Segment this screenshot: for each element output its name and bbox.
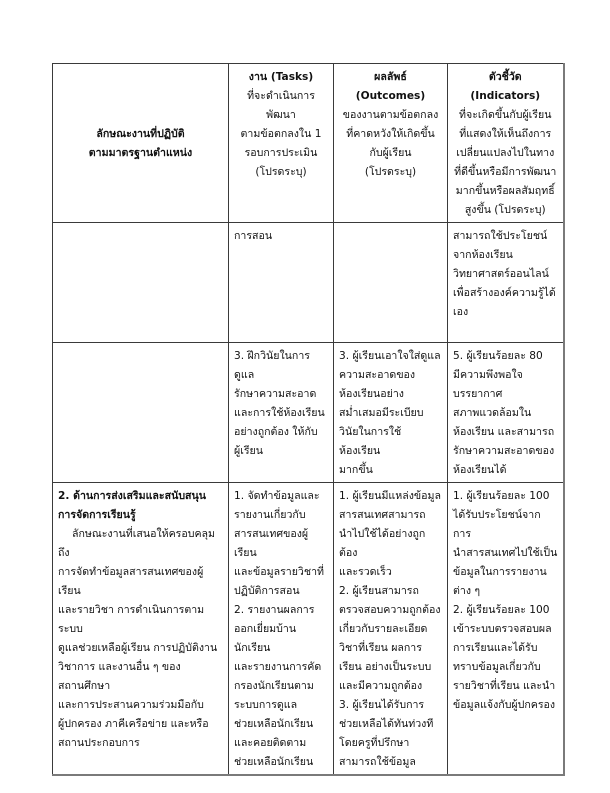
header-text: ที่คาดหวังให้เกิดขึ้น	[346, 128, 435, 140]
cell-text: การเรียนและได้รับ	[453, 642, 538, 654]
cell-text: ผู้เรียน	[234, 445, 263, 457]
cell-text: 1. ผู้เรียนร้อยละ 100	[453, 490, 550, 502]
cell-text: ต่าง ๆ	[453, 585, 481, 597]
cell-text: การสอน	[234, 230, 273, 242]
cell-text: รักษาความสะอาดของ	[453, 445, 555, 457]
header-indicators	[448, 64, 564, 223]
cell-text: สถานศึกษา	[58, 680, 111, 692]
cell-text: และคอยติดตาม	[234, 737, 307, 749]
header-outcomes	[334, 64, 448, 223]
cell-text: วิชาที่เรียน ผลการ	[339, 642, 422, 654]
cell-text: และมีความถูกต้อง	[339, 680, 423, 692]
cell-text: สภาพแวดล้อมใน	[453, 407, 532, 419]
agreement-table	[52, 63, 565, 776]
cell-text: การจัดทำข้อมูลสารสนเทศของผู้เรียน	[58, 566, 204, 597]
cell-text: 1. จัดทำข้อมูลและ	[234, 490, 320, 502]
cell-text: จากห้องเรียน	[453, 249, 513, 261]
cell-text: ช่วยเหลือได้ทันท่วงที	[339, 718, 434, 730]
cell-text: รายวิชาที่เรียน และนำ	[453, 680, 556, 692]
header-text: ที่จะดำเนินการพัฒนา	[247, 90, 315, 121]
cell-text: และการประสานความร่วมมือกับ	[58, 699, 204, 711]
cell-text: เอง	[453, 306, 469, 318]
header-text: ที่จะเกิดขึ้นกับผู้เรียน	[459, 109, 552, 121]
header-text: ตามมาตรฐานตำแหน่ง	[88, 147, 193, 159]
cell-text: ตรวจสอบความถูกต้อง	[339, 604, 441, 616]
cell-text: ช่วยเหลือนักเรียน	[234, 756, 314, 768]
row3-job-description	[53, 483, 229, 776]
header-title: ตัวชี้วัด (Indicators)	[470, 71, 541, 102]
cell-text: 1. ผู้เรียนมีแหล่งข้อมูล	[339, 490, 441, 502]
cell-text: ช่วยเหลือนักเรียน	[234, 718, 314, 730]
row3-indicators	[448, 483, 564, 776]
header-text: กับผู้เรียน	[369, 147, 412, 159]
cell-text: นำสารสนเทศไปใช้เป็น	[453, 547, 558, 559]
cell-text: ห้องเรียนได้	[453, 464, 507, 476]
header-text: ที่ดีขึ้นหรือมีการพัฒนา	[454, 166, 557, 178]
cell-text: บรรยากาศ	[453, 388, 503, 400]
row1-indicators	[448, 223, 564, 343]
header-text: สูงขึ้น (โปรดระบุ)	[464, 204, 546, 216]
table-row	[53, 483, 564, 776]
row2-outcomes	[334, 343, 448, 483]
section-heading: การจัดการเรียนรู้	[58, 509, 136, 521]
cell-text: ผู้ปกครอง ภาคีเครือข่าย และหรือ	[58, 718, 209, 730]
row1-outcomes	[334, 223, 448, 343]
cell-text: มากขึ้น	[339, 464, 373, 476]
cell-text: ความสะอาดของ	[339, 369, 416, 381]
section-heading: 2. ด้านการส่งเสริมและสนับสนุน	[58, 490, 206, 502]
cell-text: ทราบข้อมูลเกี่ยวกับ	[453, 661, 541, 673]
cell-text: 3. ฝึกวินัยในการดูแล	[234, 350, 310, 381]
cell-text: และข้อมูลรายวิชาที่	[234, 566, 325, 578]
cell-text: มีความพึงพอใจ	[453, 369, 523, 381]
row1-tasks	[229, 223, 334, 343]
header-text: ที่แสดงให้เห็นถึงการ	[459, 128, 552, 140]
cell-text: สารสนเทศของผู้เรียน	[234, 528, 309, 559]
cell-text: เกี่ยวกับรายละเอียด	[339, 623, 428, 635]
cell-text: 2. ผู้เรียนสามารถ	[339, 585, 419, 597]
header-text: (โปรดระบุ)	[364, 166, 417, 178]
header-text: ลักษณะงานที่ปฏิบัติ	[96, 128, 185, 140]
cell-text: ข้อมูลแจ้งกับผู้ปกครอง	[453, 699, 556, 711]
cell-text: ระบบการดูแล	[234, 699, 298, 711]
cell-text: สม่ำเสมอมีระเบียบ	[339, 407, 424, 419]
cell-text: รายงานเกี่ยวกับ	[234, 509, 306, 521]
cell-text: ลักษณะงานที่เสนอให้ครอบคลุมถึง	[58, 528, 216, 559]
cell-text: สถานประกอบการ	[58, 737, 140, 749]
cell-text: 2. รายงานผลการ	[234, 604, 315, 616]
cell-text: สามารถใช้ข้อมูล	[339, 756, 416, 768]
cell-text: กรองนักเรียนตาม	[234, 680, 314, 692]
cell-text: 3. ผู้เรียนได้รับการ	[339, 699, 425, 711]
row3-tasks	[229, 483, 334, 776]
header-text: (โปรดระบุ)	[255, 166, 307, 178]
header-text: มากขึ้นหรือผลสัมฤทธิ์	[455, 185, 555, 197]
header-row	[53, 64, 564, 223]
cell-text: ห้องเรียนอย่าง	[339, 388, 404, 400]
cell-text: และรวดเร็ว	[339, 566, 392, 578]
cell-text: ดูแลช่วยเหลือผู้เรียน การปฏิบัติงาน	[58, 642, 218, 654]
header-text: รอบการประเมิน	[244, 147, 318, 159]
cell-text: เรียน อย่างเป็นระบบ	[339, 661, 432, 673]
header-title: งาน (Tasks)	[248, 71, 314, 83]
cell-text: และการใช้ห้องเรียน	[234, 407, 325, 419]
header-job-description	[53, 64, 229, 223]
row2-indicators	[448, 343, 564, 483]
cell-text: สารสนเทศสามารถ	[339, 509, 426, 521]
header-text: ของงานตามข้อตกลง	[342, 109, 439, 121]
cell-text: วิทยาศาสตร์ออนไลน์	[453, 268, 549, 280]
cell-text: วิชาการ และงานอื่น ๆ ของ	[58, 661, 181, 673]
cell-text: โดยครูที่ปรึกษา	[339, 737, 410, 749]
cell-text: อย่างถูกต้อง ให้กับ	[234, 426, 318, 438]
cell-text: 5. ผู้เรียนร้อยละ 80	[453, 350, 543, 362]
cell-text: สามารถใช้ประโยชน์	[453, 230, 548, 242]
cell-text: นักเรียน	[234, 642, 271, 654]
cell-text: ออกเยี่ยมบ้าน	[234, 623, 297, 635]
table-row	[53, 343, 564, 483]
header-tasks	[229, 64, 334, 223]
row2-job-description	[53, 343, 229, 483]
cell-text: ข้อมูลในการรายงาน	[453, 566, 547, 578]
table-row	[53, 223, 564, 343]
cell-text: เพื่อสร้างองค์ความรู้ได้	[453, 287, 556, 299]
header-title: ผลลัพธ์ (Outcomes)	[355, 71, 426, 102]
cell-text: เข้าระบบตรวจสอบผล	[453, 623, 552, 635]
header-text: ตามข้อตกลงใน 1	[240, 128, 322, 140]
cell-text: ได้รับประโยชน์จากการ	[453, 509, 541, 540]
cell-text: ห้องเรียน และสามารถ	[453, 426, 555, 438]
cell-text: และรายวิชา การดำเนินการตามระบบ	[58, 604, 205, 635]
cell-text: นำไปใช้ได้อย่างถูกต้อง	[339, 528, 426, 559]
row2-tasks	[229, 343, 334, 483]
row1-job-description	[53, 223, 229, 343]
cell-text: วินัยในการใช้ห้องเรียน	[339, 426, 402, 457]
row3-outcomes	[334, 483, 448, 776]
cell-text: รักษาความสะอาด	[234, 388, 317, 400]
cell-text: ปฏิบัติการสอน	[234, 585, 300, 597]
cell-text: และรายงานการคัด	[234, 661, 322, 673]
header-text: เปลี่ยนแปลงไปในทาง	[456, 147, 555, 159]
cell-text: 2. ผู้เรียนร้อยละ 100	[453, 604, 550, 616]
cell-text: 3. ผู้เรียนเอาใจใส่ดูแล	[339, 350, 441, 362]
